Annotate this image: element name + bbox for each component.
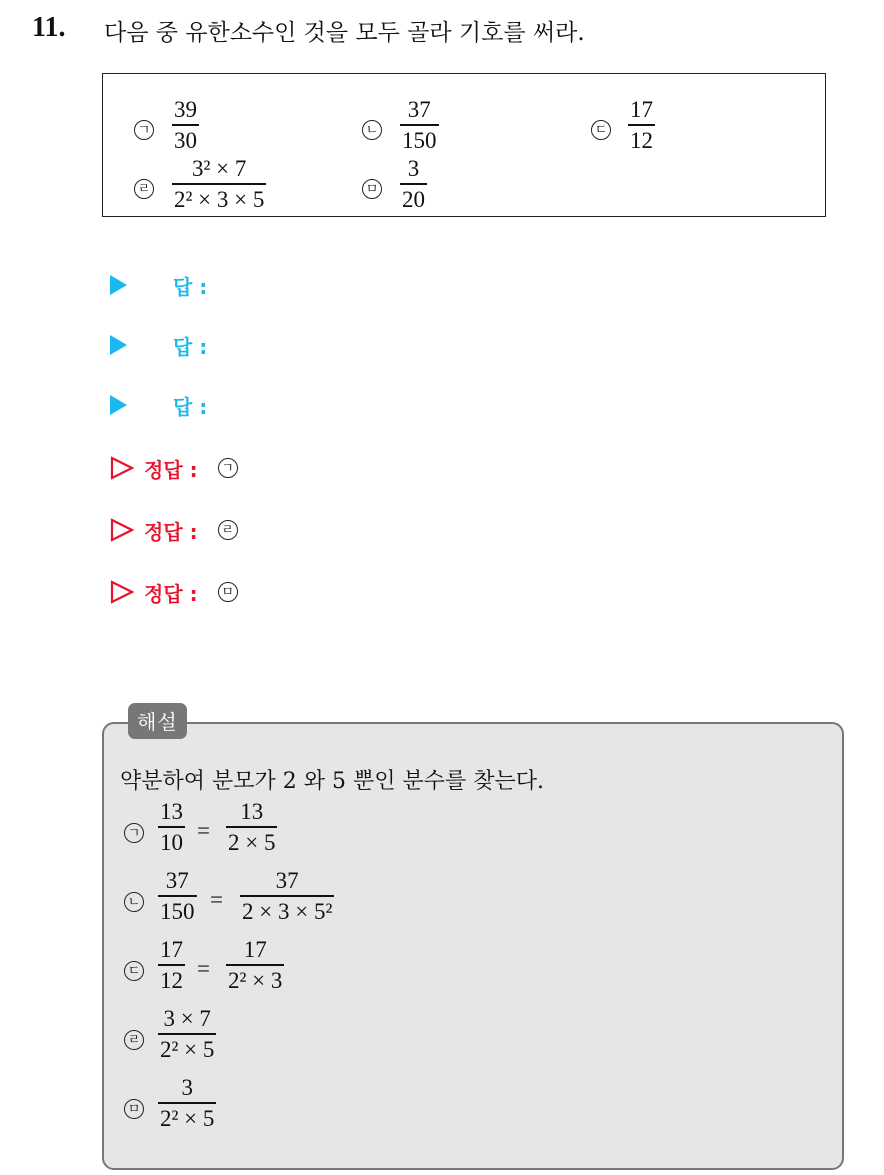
option-2-fraction xyxy=(400,97,439,153)
option-3-numerator: 17 xyxy=(630,97,653,122)
option-mark-4: ㄹ xyxy=(134,179,154,199)
solution-1-num-right: 13 xyxy=(240,799,264,824)
solution-1-fraction-left xyxy=(158,799,185,855)
correct-label: 정답 : xyxy=(144,457,198,482)
question-text: 다음 중 유한소수인 것을 모두 골라 기호를 써라. xyxy=(104,20,585,46)
option-mark-3: ㄷ xyxy=(591,120,611,140)
option-5-denominator: 20 xyxy=(402,186,425,212)
question-number: 11. xyxy=(32,12,66,43)
answer-row[interactable] xyxy=(110,329,207,361)
correct-label: 정답 : xyxy=(144,519,198,544)
correct-arrow-icon xyxy=(110,518,134,542)
solution-tag: 해설 xyxy=(128,703,187,739)
solution-3-fraction-right xyxy=(226,937,284,993)
solution-1-equals: = xyxy=(197,818,210,843)
option-4-numerator: 3² × 7 xyxy=(191,156,247,181)
solution-mark-5: ㅁ xyxy=(124,1099,144,1119)
solution-2-num-right: 37 xyxy=(275,868,299,893)
solution-2-den-right: 2 × 3 × 5² xyxy=(242,898,333,924)
answer-arrow-icon xyxy=(110,275,127,295)
solution-mark-1: ㄱ xyxy=(124,823,144,843)
answer-row[interactable] xyxy=(110,389,207,421)
correct-label: 정답 : xyxy=(144,581,198,606)
correct-value: ㄱ xyxy=(218,458,238,478)
option-2-denominator: 150 xyxy=(402,127,437,153)
option-mark-5: ㅁ xyxy=(362,179,382,199)
answer-row[interactable] xyxy=(110,269,207,301)
solution-5-den: 2² × 5 xyxy=(160,1105,215,1131)
answer-label: 답 : xyxy=(173,334,208,359)
solution-mark-2: ㄴ xyxy=(124,892,144,912)
solution-1-den-right: 2 × 5 xyxy=(228,829,276,855)
solution-1-den-left: 10 xyxy=(160,829,183,855)
option-mark-1: ㄱ xyxy=(134,120,154,140)
option-3-fraction xyxy=(628,97,655,153)
solution-2-fraction-right xyxy=(240,868,334,924)
answer-arrow-icon xyxy=(110,395,127,415)
solution-2-fraction-left xyxy=(158,868,197,924)
correct-answer-row xyxy=(110,452,238,484)
solution-1-num-left: 13 xyxy=(160,799,183,824)
option-1-denominator: 30 xyxy=(174,127,197,153)
solution-mark-4: ㄹ xyxy=(124,1030,144,1050)
answer-label: 답 : xyxy=(173,394,208,419)
solution-3-num-right: 17 xyxy=(243,937,267,962)
solution-4-den: 2² × 5 xyxy=(160,1036,215,1062)
correct-answer-row xyxy=(110,576,238,608)
option-3-denominator: 12 xyxy=(630,127,653,153)
option-4-denominator: 2² × 3 × 5 xyxy=(174,186,265,212)
answer-label: 답 : xyxy=(173,274,208,299)
solution-3-den-right: 2² × 3 xyxy=(228,967,283,993)
answer-arrow-icon xyxy=(110,335,127,355)
correct-arrow-icon xyxy=(110,456,134,480)
solution-2-equals: = xyxy=(210,887,223,912)
option-5-fraction xyxy=(400,156,427,212)
option-2-numerator: 37 xyxy=(407,97,431,122)
solution-5-fraction xyxy=(158,1075,216,1131)
option-4-fraction xyxy=(172,156,266,212)
option-mark-2: ㄴ xyxy=(362,120,382,140)
solution-4-fraction xyxy=(158,1006,216,1062)
solution-2-num-left: 37 xyxy=(165,868,189,893)
solution-3-fraction-left xyxy=(158,937,185,993)
solution-3-equals: = xyxy=(197,956,210,981)
solution-mark-3: ㄷ xyxy=(124,961,144,981)
option-1-fraction xyxy=(172,97,199,153)
correct-answer-row xyxy=(110,514,238,546)
correct-arrow-icon xyxy=(110,580,134,604)
solution-3-den-left: 12 xyxy=(160,967,183,993)
correct-value: ㄹ xyxy=(218,520,238,540)
solution-intro: 약분하여 분모가 2 와 5 뿐인 분수를 찾는다. xyxy=(120,769,544,794)
solution-5-num: 3 xyxy=(181,1075,193,1100)
solution-1-fraction-right xyxy=(226,799,277,855)
option-1-numerator: 39 xyxy=(174,97,197,122)
solution-3-num-left: 17 xyxy=(160,937,183,962)
option-5-numerator: 3 xyxy=(407,156,420,181)
solution-2-den-left: 150 xyxy=(160,898,195,924)
correct-value: ㅁ xyxy=(218,582,238,602)
solution-4-num: 3 × 7 xyxy=(163,1006,211,1031)
